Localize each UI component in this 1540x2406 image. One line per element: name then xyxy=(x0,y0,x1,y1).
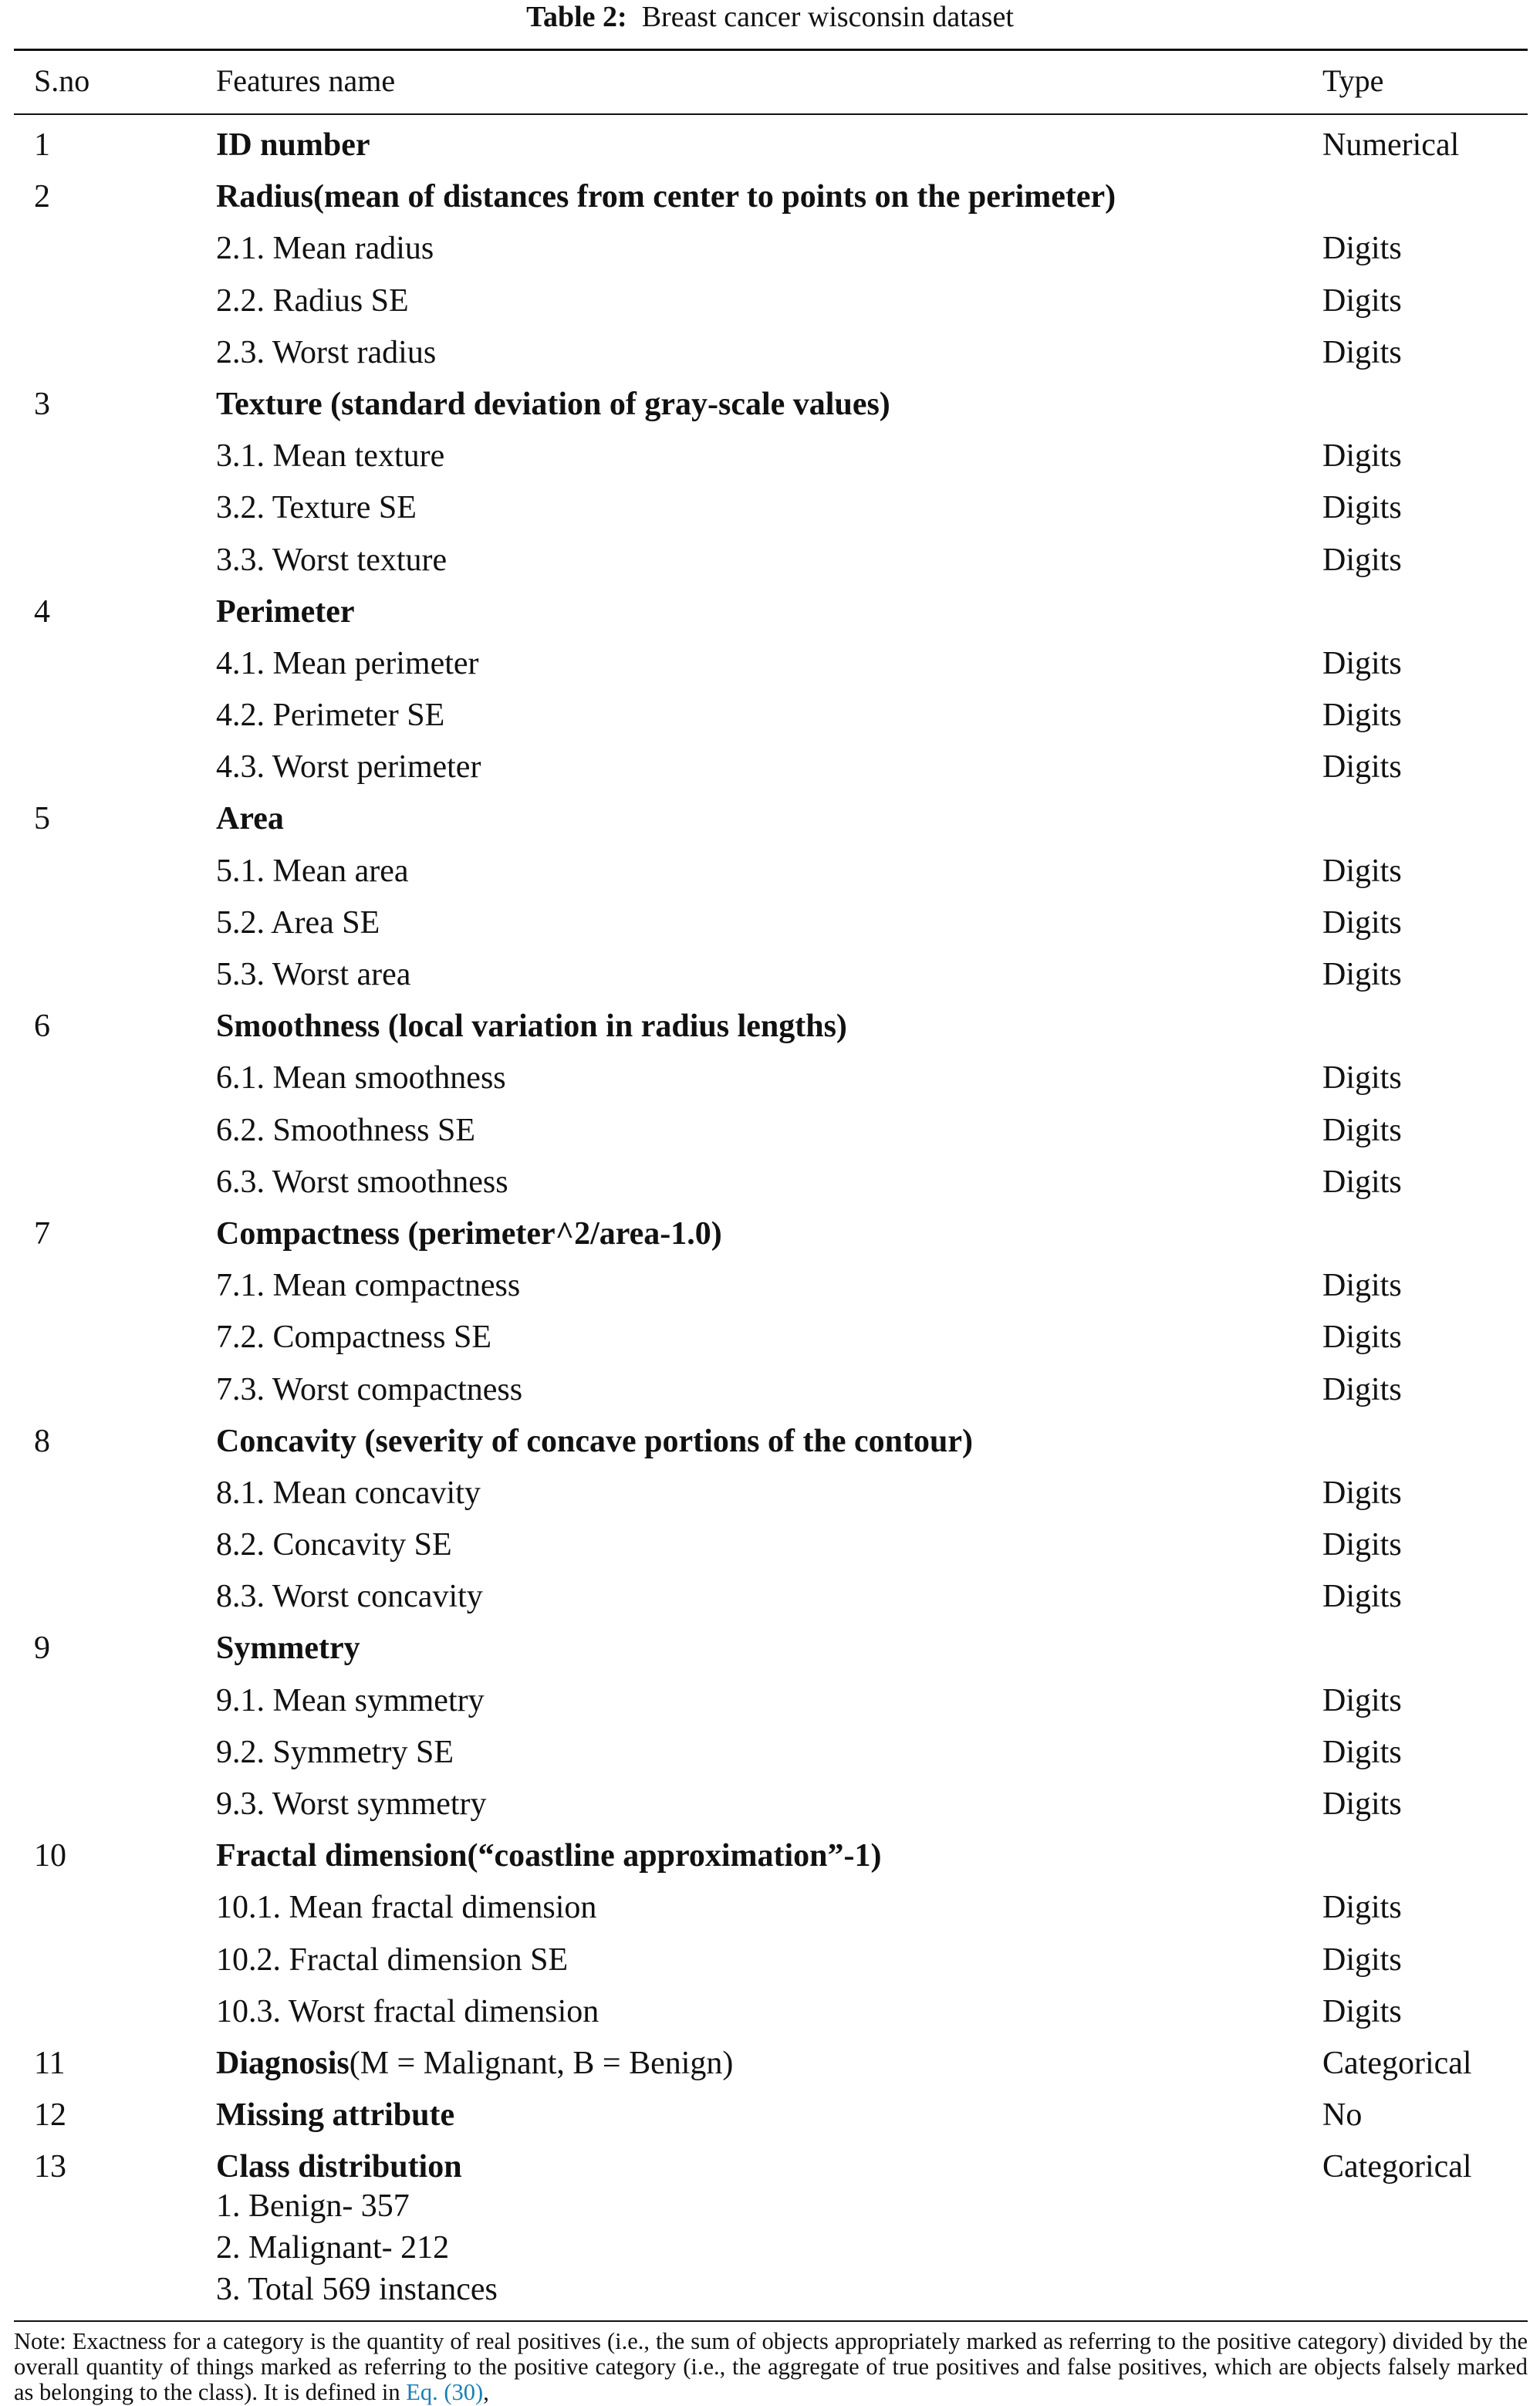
feature-name: 5.1. Mean area xyxy=(216,853,409,889)
table-bottom-rule xyxy=(14,2320,1528,2322)
cell-feature xyxy=(216,901,380,944)
table-row xyxy=(0,694,1540,745)
cell-feature xyxy=(216,227,434,270)
feature-name: 7.1. Mean compactness xyxy=(216,1268,521,1304)
cell-sno: 8 xyxy=(34,1423,50,1459)
cell-feature xyxy=(216,539,447,582)
cell-feature xyxy=(216,745,481,789)
cell-feature xyxy=(216,1575,483,1618)
cell-type: Digits xyxy=(1322,1268,1402,1304)
cell-feature xyxy=(216,1679,485,1722)
feature-name: 4.3. Worst perimeter xyxy=(216,749,481,786)
cell-type: Digits xyxy=(1322,1734,1402,1770)
cell-feature xyxy=(216,1109,475,1152)
feature-name: Class distribution xyxy=(216,2149,462,2185)
cell-feature xyxy=(216,1523,452,1566)
cell-feature xyxy=(216,1627,360,1670)
cell-type: Digits xyxy=(1322,957,1402,992)
cell-feature xyxy=(216,1731,454,1774)
feature-name: 6.2. Smoothness SE xyxy=(216,1112,476,1148)
cell-feature xyxy=(216,1212,722,1255)
table-row xyxy=(0,953,1540,1005)
feature-detail: (M = Malignant, B = Benign) xyxy=(349,2045,734,2081)
table-row xyxy=(0,1264,1540,1316)
list-item: 3. Total 569 instances xyxy=(216,2272,498,2308)
cell-sno: 1 xyxy=(34,127,50,163)
cell-feature xyxy=(216,434,444,478)
table-row xyxy=(0,331,1540,383)
header-sno: S.no xyxy=(34,63,90,98)
table-row xyxy=(0,434,1540,486)
cell-feature xyxy=(216,1472,481,1515)
cell-sno: 10 xyxy=(34,1838,66,1874)
cell-type: Categorical xyxy=(1322,2149,1472,2185)
table-row xyxy=(0,1368,1540,1420)
feature-name: 10.1. Mean fractal dimension xyxy=(216,1890,597,1926)
cell-type: Digits xyxy=(1322,1475,1402,1511)
feature-name: 7.3. Worst compactness xyxy=(216,1371,523,1407)
cell-type: Digits xyxy=(1322,1786,1402,1822)
table-body xyxy=(0,123,1540,2315)
cell-feature xyxy=(216,1368,522,1411)
cell-feature xyxy=(216,1990,599,2033)
cell-feature xyxy=(216,1264,520,1307)
cell-type: Digits xyxy=(1322,438,1402,475)
cell-feature xyxy=(216,331,436,374)
list-item: 1. Benign- 357 xyxy=(216,2188,410,2225)
table-row xyxy=(0,590,1540,642)
table-row xyxy=(0,383,1540,434)
table-row xyxy=(0,1420,1540,1472)
table-caption xyxy=(0,0,1540,34)
cell-type: Digits xyxy=(1322,231,1402,267)
feature-name: Texture (standard deviation of gray-scale values) xyxy=(216,386,890,422)
table-row xyxy=(0,1316,1540,1367)
table-row xyxy=(0,745,1540,797)
feature-name: 6.1. Mean smoothness xyxy=(216,1060,506,1097)
table-row xyxy=(0,123,1540,175)
table-row xyxy=(0,279,1540,331)
table-row xyxy=(0,1212,1540,1264)
cell-type: Digits xyxy=(1322,1579,1402,1615)
cell-feature xyxy=(216,383,890,426)
cell-feature xyxy=(216,486,417,529)
feature-name: Area xyxy=(216,801,284,837)
header-feature: Features name xyxy=(216,63,396,98)
cell-feature xyxy=(216,1783,487,1826)
cell-type: Digits xyxy=(1322,749,1402,786)
cell-type: Digits xyxy=(1322,1682,1402,1718)
cell-feature xyxy=(216,694,444,737)
table-row xyxy=(0,1783,1540,1834)
cell-sno: 11 xyxy=(34,2045,66,2081)
cell-feature xyxy=(216,797,284,840)
cell-feature xyxy=(216,1834,882,1877)
table-row xyxy=(0,1161,1540,1212)
table-row xyxy=(0,850,1540,901)
feature-name: 9.2. Symmetry SE xyxy=(216,1734,454,1770)
feature-name: Radius(mean of distances from center to points on the perimeter) xyxy=(216,179,1116,215)
table-row xyxy=(0,642,1540,694)
feature-name: 5.2. Area SE xyxy=(216,904,380,941)
feature-name: 2.2. Radius SE xyxy=(216,282,409,319)
table-row xyxy=(0,1575,1540,1627)
feature-name: 8.3. Worst concavity xyxy=(216,1579,483,1615)
cell-sno: 12 xyxy=(34,2097,66,2134)
cell-feature xyxy=(216,2093,454,2137)
list-item: 2. Malignant- 212 xyxy=(216,2230,450,2266)
table-row xyxy=(0,1938,1540,1990)
cell-feature xyxy=(216,2042,733,2085)
feature-name: 5.3. Worst area xyxy=(216,957,411,992)
feature-name: Smoothness (local variation in radius lengths) xyxy=(216,1009,847,1045)
feature-name: Compactness (perimeter^2/area-1.0) xyxy=(216,1215,722,1252)
feature-name: 2.3. Worst radius xyxy=(216,334,437,370)
cell-type: Numerical xyxy=(1322,127,1460,163)
cell-feature xyxy=(216,642,479,685)
note-after: , xyxy=(483,2379,489,2405)
cell-type: Digits xyxy=(1322,1371,1402,1407)
cell-feature xyxy=(216,590,355,634)
table-row xyxy=(0,1990,1540,2042)
cell-feature xyxy=(216,953,410,996)
cell-type: Digits xyxy=(1322,1993,1402,2029)
table-row xyxy=(0,901,1540,953)
feature-name: 4.2. Perimeter SE xyxy=(216,698,445,734)
feature-name: 3.2. Texture SE xyxy=(216,490,417,526)
table-row xyxy=(0,1472,1540,1523)
cell-sno: 13 xyxy=(34,2149,66,2185)
class-distribution-list xyxy=(216,2185,498,2310)
table-header-rule xyxy=(14,113,1528,115)
cell-type: Digits xyxy=(1322,698,1402,734)
cell-type: Digits xyxy=(1322,1890,1402,1926)
cell-type: Digits xyxy=(1322,645,1402,681)
table-row xyxy=(0,2042,1540,2093)
note-text: Note: Exactness for a category is the quantity of real positives (i.e., the sum of objects appropriately marked as referring to the positive category) divided by the overall quantity of things marked as referring to the positive category (i.e., the aggregate of true positives and false positives, which are objects falsely marked as belonging to the class). It is defined in xyxy=(14,2328,1528,2405)
table-caption-title: Breast cancer wisconsin dataset xyxy=(641,1,1014,33)
feature-name: 4.1. Mean perimeter xyxy=(216,645,479,681)
cell-feature xyxy=(216,850,409,893)
cell-sno: 6 xyxy=(34,1009,50,1045)
table-row xyxy=(0,1627,1540,1678)
cell-type: Digits xyxy=(1322,1941,1402,1978)
cell-sno: 5 xyxy=(34,801,50,837)
table-row xyxy=(0,1005,1540,1056)
table-row xyxy=(0,1109,1540,1161)
table-row xyxy=(0,1523,1540,1575)
cell-feature xyxy=(216,1005,847,1048)
feature-name: ID number xyxy=(216,127,370,163)
cell-type: Digits xyxy=(1322,1060,1402,1097)
table-row xyxy=(0,1886,1540,1938)
cell-sno: 4 xyxy=(34,593,50,630)
cell-sno: 3 xyxy=(34,386,50,422)
cell-feature xyxy=(216,1938,568,1982)
cell-sno: 2 xyxy=(34,179,50,215)
cell-type: Digits xyxy=(1322,282,1402,319)
feature-name: 9.3. Worst symmetry xyxy=(216,1786,487,1822)
cell-type: Digits xyxy=(1322,542,1402,578)
cell-type: Digits xyxy=(1322,1527,1402,1563)
cell-feature xyxy=(216,1886,596,1929)
feature-name: Symmetry xyxy=(216,1630,360,1667)
feature-name: Perimeter xyxy=(216,593,355,630)
equation-link[interactable]: Eq. (30) xyxy=(406,2379,484,2405)
table-row xyxy=(0,2093,1540,2145)
cell-type: Digits xyxy=(1322,904,1402,941)
cell-feature xyxy=(216,2145,462,2188)
cell-feature xyxy=(216,279,409,323)
table-row xyxy=(0,2145,1540,2315)
cell-type: Digits xyxy=(1322,334,1402,370)
cell-type: No xyxy=(1322,2097,1363,2134)
cell-type: Categorical xyxy=(1322,2045,1472,2081)
cell-feature xyxy=(216,175,1116,218)
table-row xyxy=(0,1731,1540,1783)
feature-name: 2.1. Mean radius xyxy=(216,231,434,267)
feature-name: 7.2. Compactness SE xyxy=(216,1320,491,1356)
table-row xyxy=(0,1056,1540,1108)
cell-feature xyxy=(216,123,370,167)
feature-name: 10.3. Worst fractal dimension xyxy=(216,1993,599,2029)
feature-name: 8.2. Concavity SE xyxy=(216,1527,452,1563)
cell-type: Digits xyxy=(1322,490,1402,526)
cell-type: Digits xyxy=(1322,853,1402,889)
table-note xyxy=(14,2329,1528,2405)
cell-sno: 7 xyxy=(34,1215,50,1252)
feature-name: 9.1. Mean symmetry xyxy=(216,1682,485,1718)
table-top-rule xyxy=(14,49,1528,51)
feature-name: Concavity (severity of concave portions of the contour) xyxy=(216,1423,973,1459)
cell-feature xyxy=(216,1316,491,1359)
feature-name: Fractal dimension(“coastline approximation”-1) xyxy=(216,1838,882,1874)
table-caption-label: Table 2: xyxy=(526,1,627,33)
cell-feature xyxy=(216,1161,508,1204)
cell-feature xyxy=(216,1056,506,1100)
table-row xyxy=(0,227,1540,279)
feature-name: 3.3. Worst texture xyxy=(216,542,447,578)
feature-name: Diagnosis xyxy=(216,2045,350,2081)
feature-name: 6.3. Worst smoothness xyxy=(216,1164,508,1200)
feature-name: 10.2. Fractal dimension SE xyxy=(216,1941,569,1978)
cell-type: Digits xyxy=(1322,1112,1402,1148)
feature-name: 8.1. Mean concavity xyxy=(216,1475,481,1511)
table-row xyxy=(0,797,1540,849)
table-row xyxy=(0,175,1540,227)
cell-type: Digits xyxy=(1322,1320,1402,1356)
table-row xyxy=(0,1834,1540,1886)
table-row xyxy=(0,539,1540,590)
cell-type: Digits xyxy=(1322,1164,1402,1200)
feature-name: 3.1. Mean texture xyxy=(216,438,445,475)
table-row xyxy=(0,486,1540,538)
feature-name: Missing attribute xyxy=(216,2097,455,2134)
header-type: Type xyxy=(1322,63,1384,98)
cell-sno: 9 xyxy=(34,1630,50,1667)
cell-feature xyxy=(216,1420,973,1463)
table-row xyxy=(0,1679,1540,1731)
